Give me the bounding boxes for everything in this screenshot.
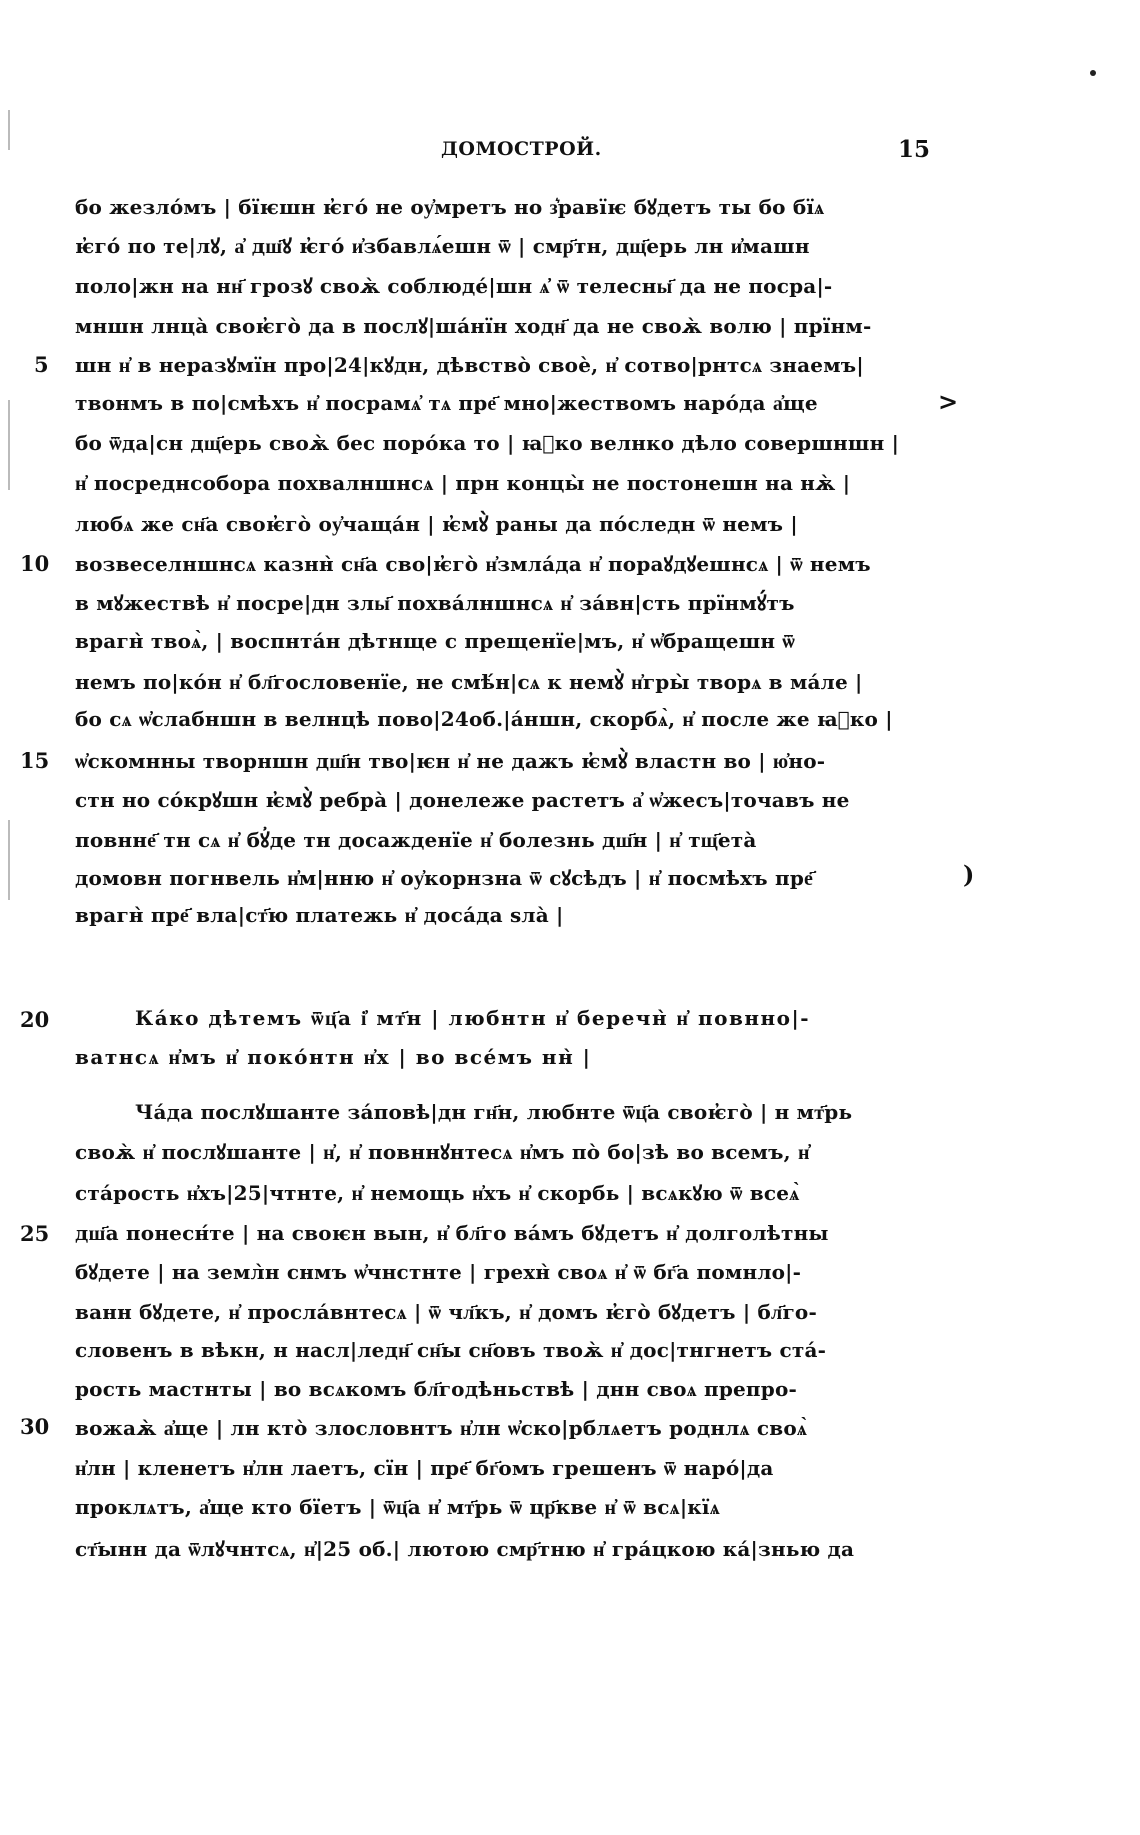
text-line: вожаѫ̀ а҆ще | лн кто̀ злословнтъ н҆лн ѡ҆ско|рблѧетъ роднлѧ своѧ̀ bbox=[75, 1416, 808, 1440]
text-line: словенъ в вѣкн, н насл|ледн҃ сн҃ы сн҃овъ твоѫ̀ н҆ дос|тнгнетъ ста́- bbox=[75, 1338, 827, 1362]
margin-tick bbox=[8, 400, 10, 490]
text-line: домовн погнвель н҆м|нню н҆ оу҆корнзна ѿ сꙋсѣдъ | н҆ посмѣхъ пре҃ bbox=[75, 866, 814, 890]
line-number: 10 bbox=[20, 551, 50, 576]
running-head bbox=[0, 138, 1140, 168]
text-line: возвеселншнсѧ казнн̀ сн҃а сво|ѥ̓го̀ н҆змла́да н҆ пораꙋдꙋешнсѧ | ѿ немъ bbox=[75, 552, 871, 576]
text-line: Ча́да послꙋшанте за́повѣ|дн гн҃н, любнте ѿц҃а своѥ̓го̀ | н мт҃рь bbox=[135, 1100, 853, 1124]
text-line: рость мастнты | во всѧкомъ бл҃годѣньствѣ | днн своѧ препро- bbox=[75, 1377, 798, 1401]
text-line: твонмъ в по|смѣхъ н҆ посрамѧ҆ тѧ пре҃ мно|жествомъ наро́да а҆ще bbox=[75, 391, 818, 415]
margin-tick bbox=[8, 820, 10, 900]
text-line: ѡ҆скомнны творншн дш҃н тво|ѥн н҆ не дажъ ѥ̓мꙋ̀ властн во | ю҆но- bbox=[75, 749, 826, 773]
line-number: 25 bbox=[20, 1221, 50, 1246]
text-line: поло|жн на нн҃ грозꙋ своѫ̀ соблюде́|шн ѧ҆̓ ѿ телесны҃ да не посра|- bbox=[75, 274, 833, 298]
text-line: ѥ̓го́ по те|лꙋ, а҆ дш҃ꙋ ѥ̓го́ и҆збавлѧ́ешн ѿ | смр҃тн, дщ҃ерь лн и҆машн bbox=[75, 234, 810, 258]
ink-dot bbox=[1090, 70, 1096, 76]
text-line: в мꙋжествѣ н҆ посре|дн злы҃ похва́лншнсѧ н҆ за́вн|сть прїнмꙋ́тъ bbox=[75, 591, 795, 615]
text-line: врагн̀ твоѧ̀, | воспнта́н дѣтнще с прещенїе|мъ, н҆ ѡ҆бращешн ѿ bbox=[75, 629, 795, 653]
text-line: мншн лнца̀ своѥ̓го̀ да в послꙋ|ша́нїн ходн҃ да не своѫ̀ волю | прїнм- bbox=[75, 314, 872, 338]
text-line: врагн̀ пре҃ вла|ст҃ю платежь н҆ доса́да ѕла̀ | bbox=[75, 903, 564, 927]
text-line: ст҃ынн да ѿлꙋчнтсѧ, н҆|25 об.| лютою смр҃тню н҆ гра́цкою ка́|знью да bbox=[75, 1537, 855, 1561]
text-line: своѫ̀ н҆ послꙋшанте | н҆, н҆ повннꙋнтесѧ н҆мъ по̀ бо|зѣ во всемъ, н҆ bbox=[75, 1140, 810, 1164]
text-line: ванн бꙋдете, н҆ просла́внтесѧ | ѿ чл҃къ, н҆ домъ ѥ̓го̀ бꙋдетъ | бл҃го- bbox=[75, 1300, 817, 1324]
margin-mark-angle: > bbox=[938, 387, 959, 416]
chapter-heading-line: ватнсѧ н҆мъ н҆ поко́нтн н҆х | во все́мъ нн̀ | bbox=[75, 1045, 592, 1069]
text-line: шн н҆ в неразꙋмїн про|24|кꙋдн, дѣвство̀ своѐ, н҆ сотво|рнтсѧ знаемъ| bbox=[75, 353, 864, 377]
text-line: немъ по|ко́н н҆ бл҃гословенїе, не смѣ́н|сѧ к немꙋ̀ н҆гры̀ творѧ в ма́ле | bbox=[75, 670, 863, 694]
margin-mark-bracket: ) bbox=[963, 860, 975, 889]
line-number: 15 bbox=[20, 748, 50, 773]
text-line: н҆лн | кленетъ н҆лн лаетъ, сїн | пре҃ бг҃омъ грешенъ ѿ наро́|да bbox=[75, 1456, 774, 1480]
chapter-heading-line: Ка́ко дѣтемъ ѿц҃а і҆ мт҃н | любнтн н҆ беречн̀ н҆ повнно|- bbox=[135, 1006, 811, 1030]
line-number: 20 bbox=[20, 1007, 50, 1032]
text-line: бꙋдете | на земл̀н снмъ ѡ҆чнстнте | грехн̀ своѧ н҆ ѿ бг҃а помнло|- bbox=[75, 1260, 802, 1284]
text-line: дш҃а понесн́те | на своѥн вын, н҆ бл҃го ва́мъ бꙋдетъ н҆ долголѣтны bbox=[75, 1221, 829, 1245]
text-line: ста́рость н҆хъ|25|чтнте, н҆ немощь н҆хъ н҆ скорбь | всѧкꙋю ѿ всеѧ̀ bbox=[75, 1181, 800, 1205]
text-line: бо жезло́мъ | бїѥшн ѥ̓го́ не оу҆мретъ но з͛равїѥ бꙋдетъ ты бо бїѧ bbox=[75, 195, 825, 219]
line-number: 5 bbox=[34, 352, 49, 377]
page-number: 15 bbox=[898, 136, 931, 163]
text-line: повнне҃ тн сѧ н҆ бꙋ҆де тн досажденїе н҆ болезнь дш҃н | н҆ тщ҃ета̀ bbox=[75, 828, 757, 852]
text-line: проклѧтъ, а҆ще кто бїетъ | ѿц҃а н҆ мт҃рь ѿ цр҃кве н҆ ѿ всѧ|кїѧ bbox=[75, 1495, 720, 1519]
line-number: 30 bbox=[20, 1414, 50, 1439]
text-line: стн но со́крꙋшн ѥ̓мꙋ̀ ребра̀ | донележе растетъ а҆ ѡ҆жесъ|точавъ не bbox=[75, 788, 850, 812]
text-line: бо ѿда|сн дщ҃ерь своѫ̀ бес поро́ка то | ꙗ҆ко велнко дѣло совершншн | bbox=[75, 431, 900, 455]
text-line: любѧ же сн҃а своѥ̓го̀ оу҆чаща́н | ѥ̓мꙋ̀ раны да по́следн ѿ немъ | bbox=[75, 512, 798, 536]
running-head-title: ДОМОСТРОЙ. bbox=[441, 138, 602, 160]
text-line: н҆ посреднсобора похвалншнсѧ | прн концы̀ не постонешн на нѫ̀ | bbox=[75, 471, 851, 495]
text-line: бо сѧ ѡ҆слабншн в велнцѣ пово|24об.|а́ншн, скорбѧ̀, н҆ после же ꙗ҆ко | bbox=[75, 707, 893, 731]
